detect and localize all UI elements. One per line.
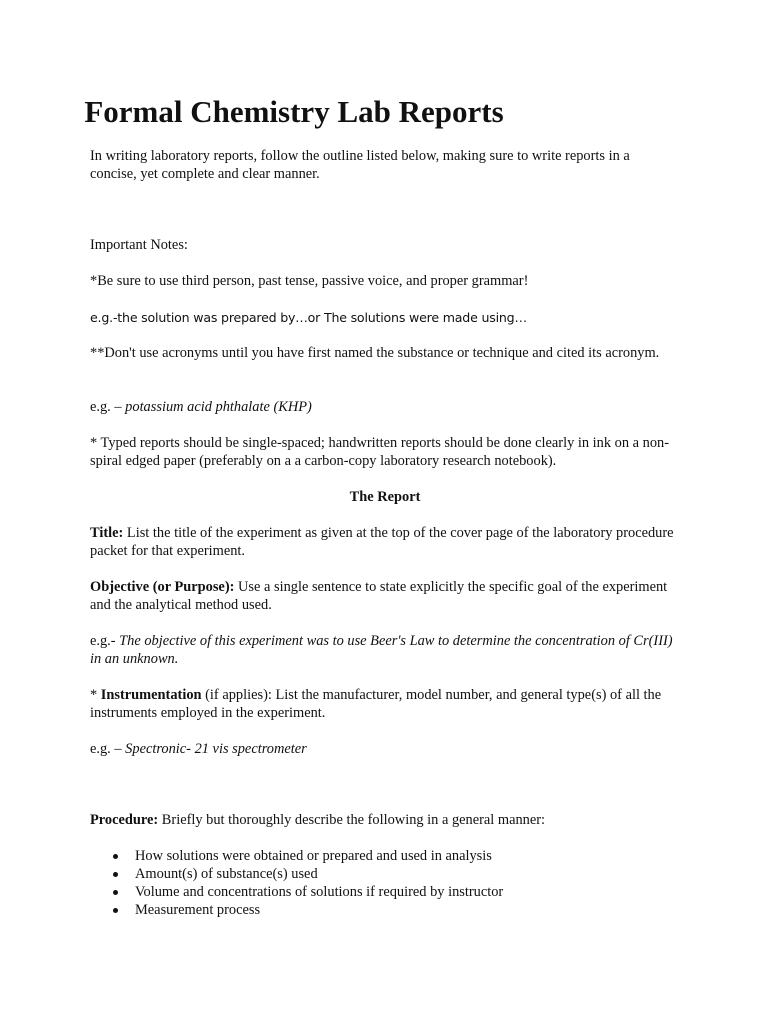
title-section <box>90 524 680 560</box>
objective-section <box>90 578 680 614</box>
list-item-text: Measurement process <box>135 902 261 918</box>
example-prefix: e.g. – <box>90 741 126 757</box>
procedure-section <box>90 811 680 829</box>
bullet-icon <box>113 890 118 895</box>
example-text: potassium acid phthalate (KHP) <box>125 399 312 415</box>
note-third-person-example: e.g.-the solution was prepared by…or The solutions were made using… <box>90 310 527 325</box>
procedure-list <box>90 847 680 919</box>
instrumentation-label: Instrumentation <box>100 687 202 703</box>
list-item <box>90 883 680 901</box>
report-heading: The Report <box>349 489 421 505</box>
list-item <box>90 865 680 883</box>
example-text: The objective of this experiment was to use Beer's Law to determine the concentration of Cr(III) in an unknown. <box>90 633 673 667</box>
procedure-description: Briefly but thoroughly describe the following in a general manner: <box>158 812 546 828</box>
bullet-icon <box>113 908 118 913</box>
example-prefix: e.g. – <box>90 399 126 415</box>
procedure-label: Procedure: <box>90 812 159 828</box>
intro-paragraph: In writing laboratory reports, follow the outline listed below, making sure to write reports in a concise, yet complete and clear manner. <box>90 148 630 182</box>
list-item <box>90 847 680 865</box>
bullet-icon <box>113 854 118 859</box>
notes-heading: Important Notes: <box>90 237 188 253</box>
note-acronyms: **Don't use acronyms until you have first named the substance or technique and cited its acronym. <box>90 345 660 361</box>
instrumentation-description: (if applies): List the manufacturer, model number, and general type(s) of all the instruments employed in the experiment. <box>90 687 662 721</box>
note-typed-reports: * Typed reports should be single-spaced; handwritten reports should be done clearly in ink on a non-spiral edged paper (preferably on a a carbon-copy laboratory research notebook). <box>90 435 670 469</box>
note-third-person: *Be sure to use third person, past tense, passive voice, and proper grammar! <box>90 273 529 289</box>
objective-label: Objective (or Purpose): <box>90 579 235 595</box>
instrumentation-section <box>90 686 680 722</box>
list-item-text: Volume and concentrations of solutions if required by instructor <box>135 884 504 900</box>
list-item-text: Amount(s) of substance(s) used <box>135 866 318 882</box>
instrumentation-prefix: * <box>90 687 101 703</box>
title-description: List the title of the experiment as given at the top of the cover page of the laboratory procedure packet for that experiment. <box>90 525 674 559</box>
bullet-icon <box>113 872 118 877</box>
instrumentation-example <box>90 740 680 758</box>
objective-description: Use a single sentence to state explicitly the specific goal of the experiment and the analytical method used. <box>90 579 668 613</box>
note-acronyms-example <box>90 398 680 416</box>
document-title: Formal Chemistry Lab Reports <box>84 94 504 129</box>
example-prefix: e.g.- <box>90 633 120 649</box>
list-item-text: How solutions were obtained or prepared and used in analysis <box>135 848 492 864</box>
title-label: Title: <box>90 525 124 541</box>
example-text: Spectronic- 21 vis spectrometer <box>125 741 307 757</box>
list-item <box>90 901 680 919</box>
objective-example <box>90 632 680 668</box>
